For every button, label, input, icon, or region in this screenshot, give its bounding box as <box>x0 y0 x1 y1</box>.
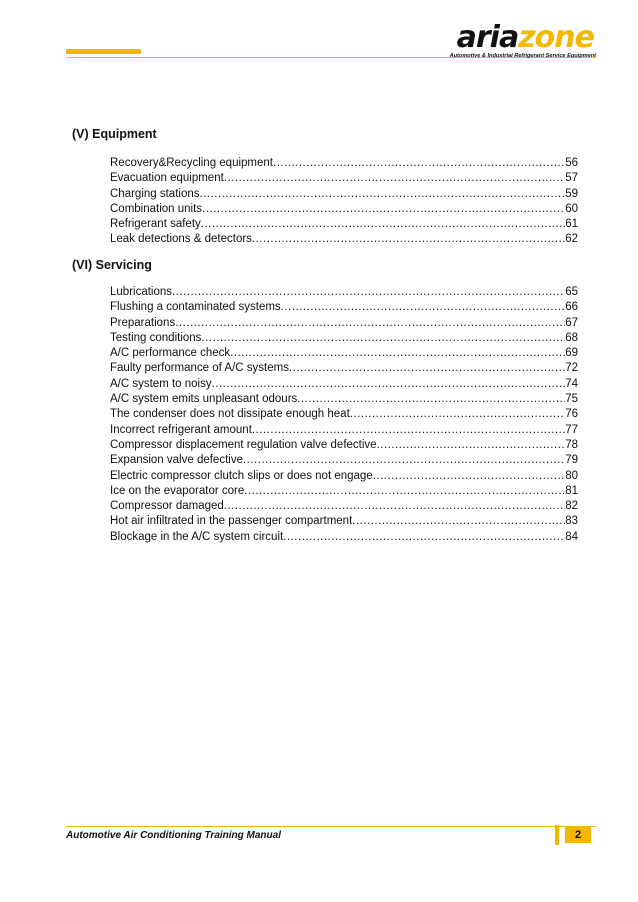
toc-entry <box>110 285 578 300</box>
logo-part-zone: zone <box>518 20 594 55</box>
toc-entry <box>110 407 578 422</box>
toc-entry-title: Faulty performance of A/C systems <box>110 362 289 375</box>
toc-list-equipment <box>110 156 578 248</box>
toc-entry <box>110 187 578 202</box>
toc-entry-title: Leak detections & detectors <box>110 233 252 246</box>
toc-entry-title: The condenser does not dissipate enough heat <box>110 408 350 421</box>
toc-list-servicing <box>110 285 578 545</box>
footer-accent-bar <box>555 825 559 845</box>
toc-dot-leader <box>352 514 565 529</box>
toc-entry <box>110 232 578 247</box>
toc-dot-leader <box>373 469 565 484</box>
toc-entry-title: Ice on the evaporator core <box>110 484 245 497</box>
toc-entry-page: 84 <box>565 530 578 543</box>
toc-dot-leader <box>297 392 565 407</box>
toc-dot-leader <box>252 232 565 247</box>
toc-entry-page: 83 <box>565 515 578 528</box>
toc-entry-page: 59 <box>565 187 578 200</box>
footer-divider <box>66 826 596 827</box>
toc-entry-page: 75 <box>565 393 578 406</box>
toc-entry-title: Compressor damaged <box>110 500 224 513</box>
toc-dot-leader <box>243 453 565 468</box>
toc-dot-leader <box>202 202 565 217</box>
toc-dot-leader <box>172 285 565 300</box>
toc-entry-page: 81 <box>565 484 578 497</box>
toc-dot-leader <box>201 331 565 346</box>
toc-entry <box>110 423 578 438</box>
page-number: 2 <box>565 827 591 843</box>
toc-entry-title: Blockage in the A/C system circuit <box>110 530 284 543</box>
toc-entry-page: 61 <box>565 218 578 231</box>
logo-wordmark <box>457 22 594 54</box>
toc-entry <box>110 438 578 453</box>
toc-entry <box>110 469 578 484</box>
toc-entry <box>110 156 578 171</box>
toc-entry-page: 74 <box>565 377 578 390</box>
toc-dot-leader <box>350 407 565 422</box>
toc-entry-page: 68 <box>565 331 578 344</box>
logo-part-aria: aria <box>456 20 519 55</box>
toc-entry <box>110 453 578 468</box>
toc-entry <box>110 499 578 514</box>
toc-dot-leader <box>283 530 565 545</box>
toc-entry-title: Hot air infiltrated in the passenger compartment <box>110 515 353 528</box>
toc-entry-title: Combination units <box>110 202 203 215</box>
toc-dot-leader <box>244 484 565 499</box>
toc-entry <box>110 392 578 407</box>
toc-entry-title: Testing conditions <box>110 331 202 344</box>
toc-entry <box>110 530 578 545</box>
footer-title: Automotive Air Conditioning Training Manual <box>66 830 281 841</box>
toc-entry-page: 66 <box>565 301 578 314</box>
toc-entry-page: 65 <box>565 286 578 298</box>
toc-entry-page: 77 <box>565 423 578 436</box>
toc-entry-title: Flushing a contaminated systems <box>110 301 281 314</box>
toc-entry <box>110 316 578 331</box>
toc-entry-page: 80 <box>565 469 578 482</box>
toc-entry-page: 76 <box>565 408 578 421</box>
toc-entry <box>110 171 578 186</box>
toc-entry <box>110 202 578 217</box>
toc-entry <box>110 217 578 232</box>
toc-dot-leader <box>273 156 565 171</box>
toc-entry-title: Lubrications <box>110 286 173 298</box>
ariazone-logo <box>440 22 600 62</box>
toc-entry <box>110 377 578 392</box>
toc-entry-page: 56 <box>565 157 578 169</box>
toc-entry <box>110 484 578 499</box>
toc-entry-title: Electric compressor clutch slips or does not engage <box>110 469 373 482</box>
toc-entry-page: 82 <box>565 500 578 513</box>
toc-dot-leader <box>289 361 565 376</box>
toc-entry-title: Charging stations <box>110 187 200 200</box>
toc-entry <box>110 331 578 346</box>
toc-entry-title: Incorrect refrigerant amount <box>110 423 252 436</box>
toc-dot-leader <box>252 423 565 438</box>
logo-tagline: Automotive & Industrial Refrigerant Service Equipment <box>449 53 596 59</box>
toc-entry <box>110 514 578 529</box>
toc-dot-leader <box>175 316 565 331</box>
toc-entry <box>110 361 578 376</box>
toc-entry-title: A/C system to noisy <box>110 377 212 390</box>
toc-dot-leader <box>201 217 565 232</box>
toc-entry-title: A/C system emits unpleasant odours <box>110 393 298 406</box>
toc-entry-title: Preparations <box>110 316 176 329</box>
toc-dot-leader <box>281 300 566 315</box>
toc-entry <box>110 300 578 315</box>
toc-entry-page: 79 <box>565 454 578 467</box>
toc-entry-title: A/C performance check <box>110 347 231 360</box>
toc-entry-title: Evacuation equipment <box>110 172 224 185</box>
toc-entry <box>110 346 578 361</box>
toc-dot-leader <box>200 187 566 202</box>
section-title-equipment: (V) Equipment <box>72 127 157 141</box>
toc-entry-page: 60 <box>565 202 578 215</box>
toc-dot-leader <box>230 346 565 361</box>
toc-dot-leader <box>212 377 566 392</box>
toc-entry-page: 72 <box>565 362 578 375</box>
toc-entry-page: 57 <box>565 172 578 185</box>
toc-entry-page: 67 <box>565 316 578 329</box>
toc-entry-title: Compressor displacement regulation valve defective <box>110 438 377 451</box>
toc-dot-leader <box>224 499 565 514</box>
toc-entry-page: 62 <box>565 233 578 246</box>
header-accent-bar <box>66 49 141 54</box>
section-title-servicing: (VI) Servicing <box>72 258 152 272</box>
toc-entry-page: 69 <box>565 347 578 360</box>
toc-entry-title: Expansion valve defective <box>110 454 243 467</box>
toc-entry-title: Refrigerant safety <box>110 218 201 231</box>
toc-dot-leader <box>377 438 566 453</box>
toc-entry-page: 78 <box>565 438 578 451</box>
toc-dot-leader <box>224 171 565 186</box>
toc-entry-title: Recovery&Recycling equipment <box>110 157 273 169</box>
